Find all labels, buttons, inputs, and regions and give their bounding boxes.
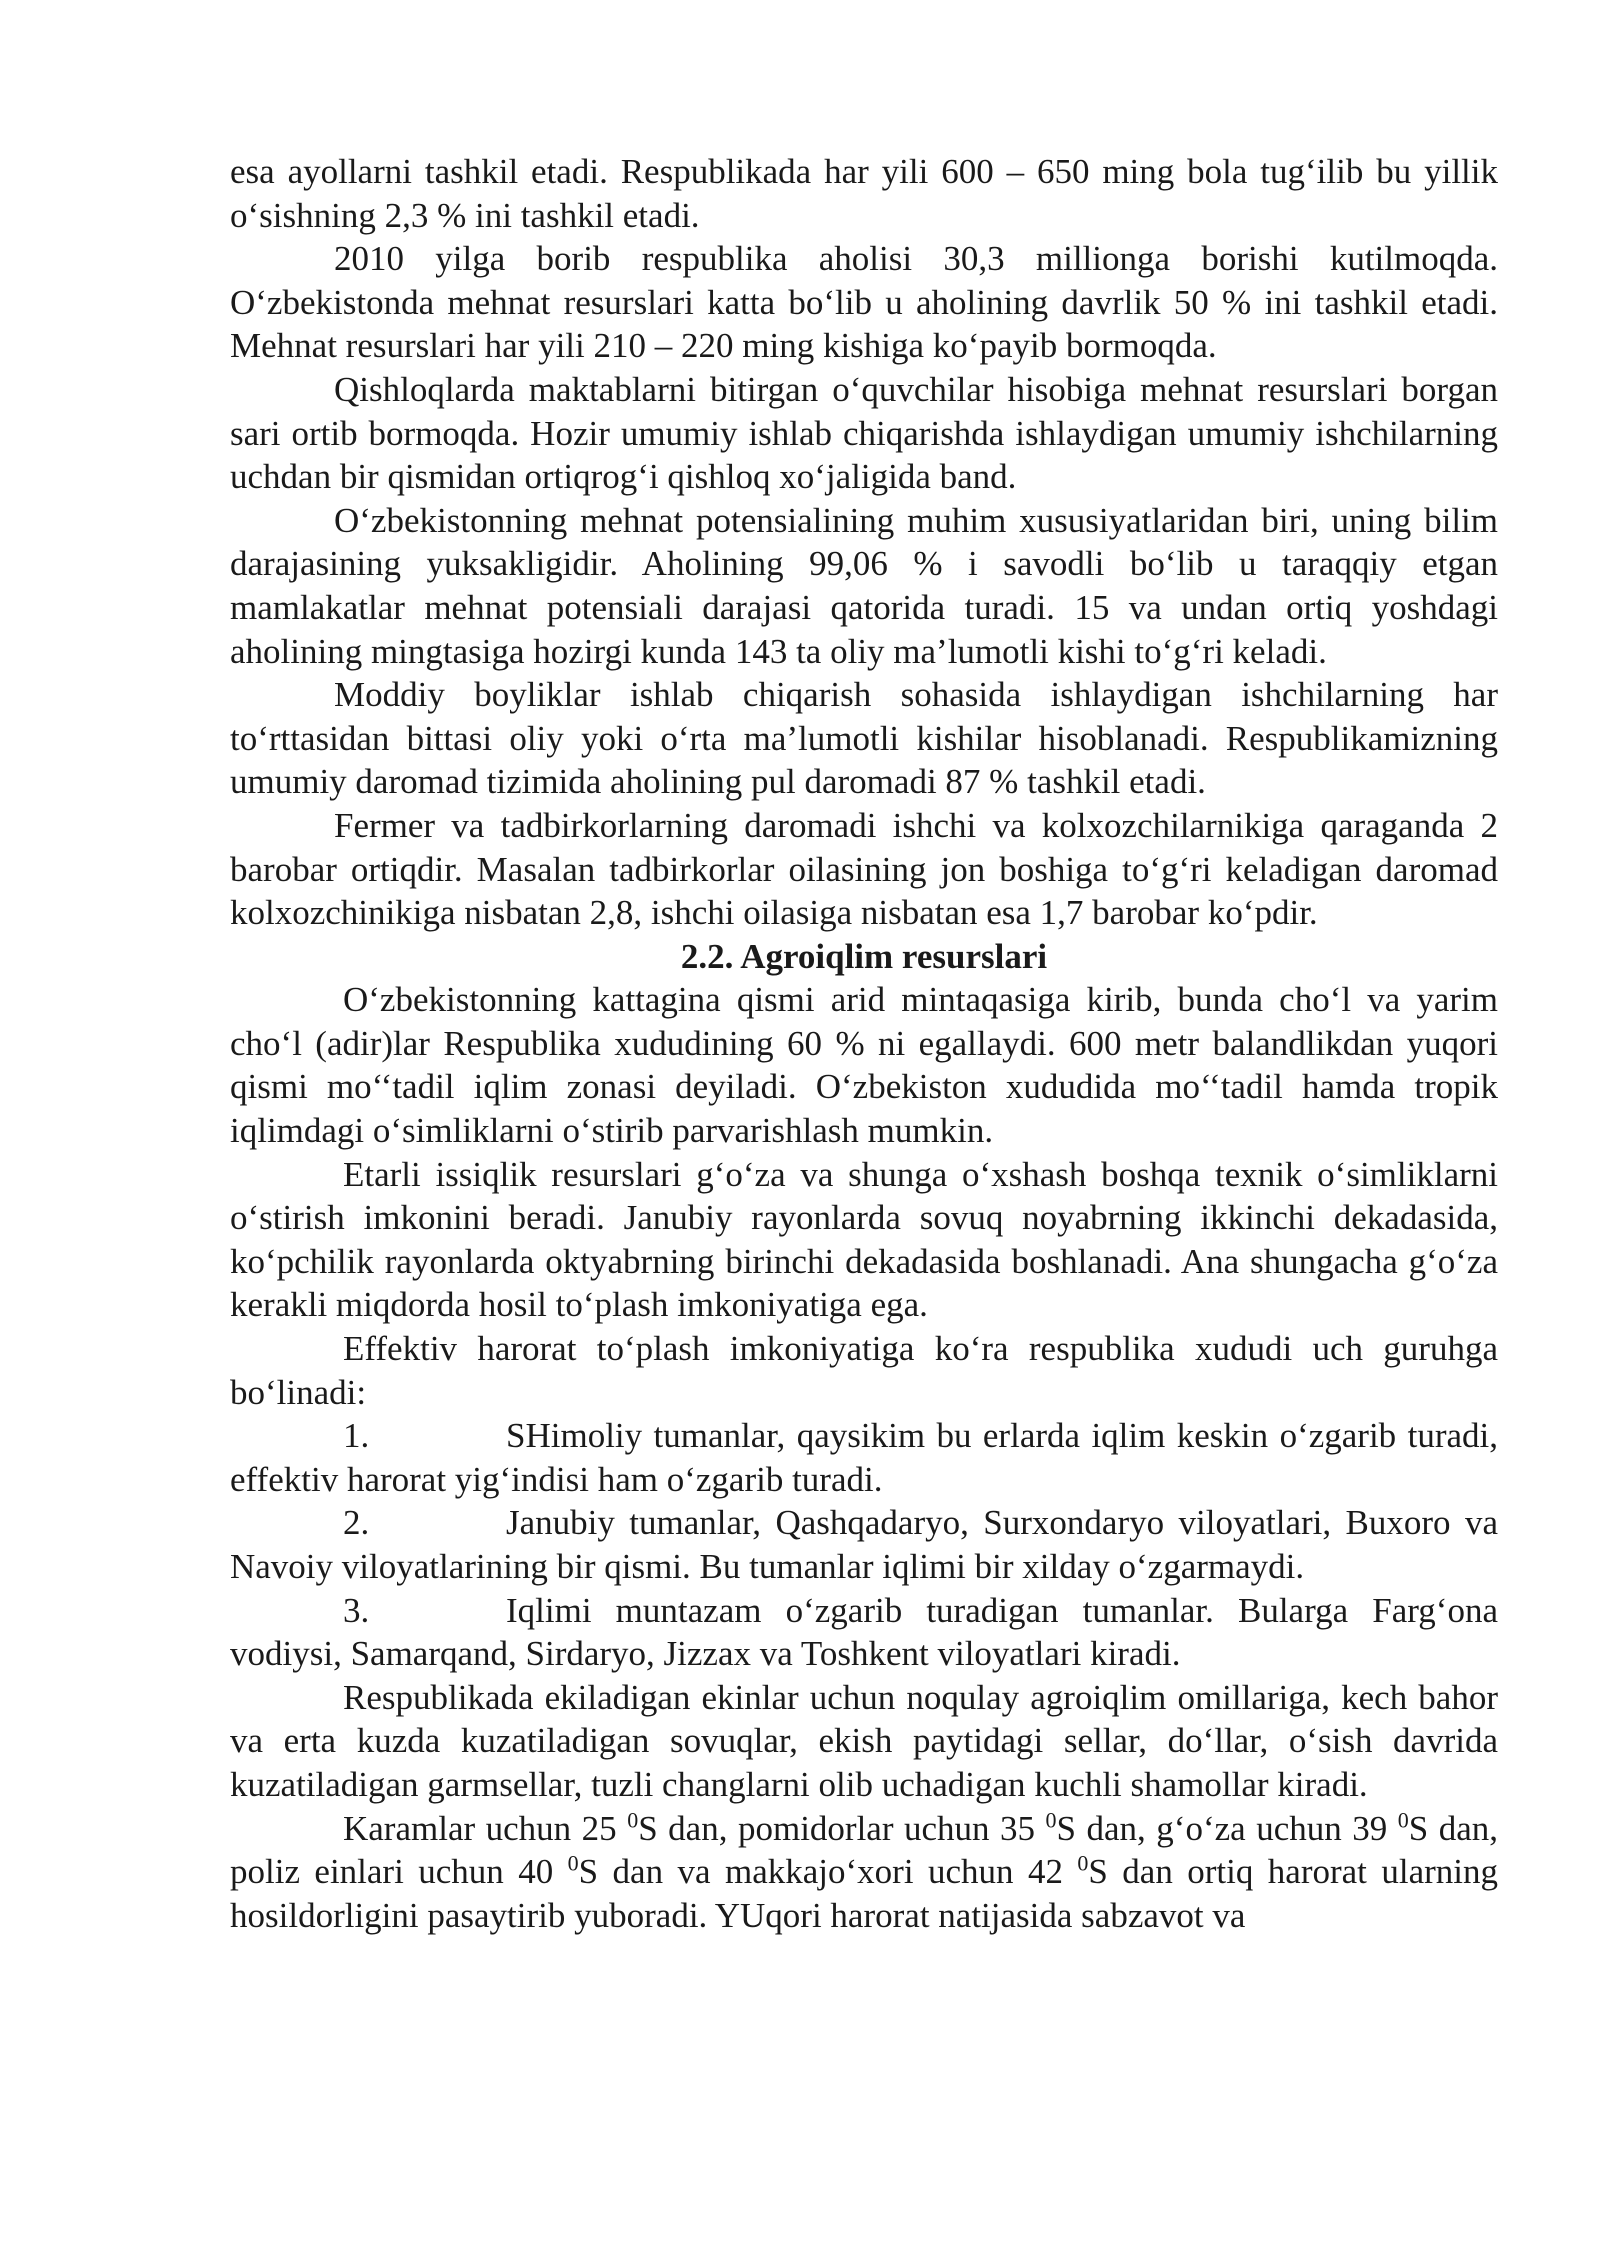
text-run: S dan, pomidorlar uchun 35 [638,1808,1046,1848]
list-number: 2. [343,1503,370,1543]
paragraph: Respublikada ekiladigan ekinlar uchun noqulay agroiqlim omillariga, kech bahor va erta kuzda kuzatiladigan sovuqlar, ekish paytidagi sellar, do‘llar, o‘sish davrida kuzatiladigan garmsellar, tuzli changlarni olib uchadigan kuchli shamollar kiradi. [230,1677,1498,1804]
text-run: S dan ortiq harorat ularning hosildorligini pasaytirib yuboradi. YUqori harorat natijasida sabzavot va [230,1852,1498,1935]
list-text: Iqlimi muntazam o‘zgarib turadigan tumanlar. Bularga Farg‘ona vodiysi, Samarqand, Sirdaryo, Jizzax va Toshkent viloyatlari kiradi. [230,1590,1498,1674]
section-heading: 2.2. Agroiqlim resurslari [680,936,1048,976]
list-item [230,1501,1498,1588]
degree-mark: 0 [1045,1806,1057,1832]
paragraph: Qishloqlarda maktablarni bitirgan o‘quvchilar hisobiga mehnat resurslari borgan sari ortib bormoqda. Hozir umumiy ishlab chiqarishda ishlaydigan umumiy ishchilarning uchdan bir qismidan ortiqrog‘i qishloq xo‘jaligida band. [230,369,1498,497]
text-run: Karamlar uchun 25 [343,1808,628,1848]
degree-mark: 0 [567,1850,579,1876]
paragraph: O‘zbekistonning kattagina qismi arid mintaqasiga kirib, bunda cho‘l va yarim cho‘l (adir)lar Respublika xududining 60 % ni egallaydi. 600 metr balandlikdan yuqori qismi mo‘‘tadil iqlim zonasi deyiladi. O‘zbekiston xududida mo‘‘tadil hamda tropik iqlimdagi o‘simliklarni o‘stirib parvarishlash mumkin. [230,980,1498,1151]
list-text: SHimoliy tumanlar, qaysikim bu erlarda iqlim keskin o‘zgarib turadi, effektiv harorat yig‘indisi ham o‘zgarib turadi. [230,1416,1498,1499]
paragraph: Etarli issiqlik resurslari g‘o‘za va shunga o‘xshash boshqa texnik o‘simliklarni o‘stirish imkonini beradi. Janubiy rayonlarda sovuq noyabrning ikkinchi dekadasida, ko‘pchilik rayonlarda oktyabrning birinchi dekadasida boshlanadi. Ana shungacha g‘o‘za kerakli miqdorda hosil to‘plash imkoniyatiga ega. [230,1154,1498,1325]
paragraph: 2010 yilga borib respublika aholisi 30,3 millionga borishi kutilmoqda. O‘zbekistonda mehnat resurslari katta bo‘lib u aholining davrlik 50 % ini tashkil etadi. Mehnat resurslari har yili 210 – 220 ming kishiga ko‘payib bormoqda. [230,239,1498,366]
paragraph: Fermer va tadbirkorlarning daromadi ishchi va kolxozchilarnikiga qaraganda 2 barobar ortiqdir. Masalan tadbirkorlar oilasining jon boshiga to‘g‘ri keladigan daromad kolxozchinikiga nisbatan 2,8, ishchi oilasiga nisbatan esa 1,7 barobar ko‘pdir. [230,805,1498,933]
paragraph: O‘zbekistonning mehnat potensialining muhim xususiyatlaridan biri, uning bilim darajasining yuksakligidir. Aholining 99,06 % i savodli bo‘lib u taraqqiy etgan mamlakatlar mehnat potensiali darajasi qatorida turadi. 15 va undan ortiq yoshdagi aholining mingtasiga hozirgi kunda 143 ta oliy ma’lumotli kishi to‘g‘ri keladi. [230,500,1498,671]
text-run: S dan, g‘o‘za uchun 39 [1056,1808,1398,1848]
list-number: 3. [343,1590,370,1630]
paragraph [230,1807,1498,1938]
list-item [230,1589,1498,1676]
degree-mark: 0 [1397,1806,1409,1832]
text-run: S dan, poliz einlari uchun 40 [230,1808,1499,1892]
text-run: S dan va makkajo‘xori uchun 42 [578,1852,1078,1892]
paragraph: Effektiv harorat to‘plash imkoniyatiga ko‘ra respublika xududi uch guruhga bo‘linadi: [230,1329,1498,1412]
list-text: Janubiy tumanlar, Qashqadaryo, Surxondaryo viloyatlari, Buxoro va Navoiy viloyatlarining bir qismi. Bu tumanlar iqlimi bir xilday o‘zgarmaydi. [230,1503,1498,1586]
list-item [230,1414,1498,1501]
list-number: 1. [343,1416,370,1456]
document-page [230,150,1498,1937]
paragraph: esa ayollarni tashkil etadi. Respublikada har yili 600 – 650 ming bola tug‘ilib bu yillik o‘sishning 2,3 % ini tashkil etadi. [230,152,1498,235]
degree-mark: 0 [1077,1850,1089,1876]
degree-mark: 0 [627,1806,639,1832]
paragraph: Moddiy boyliklar ishlab chiqarish sohasida ishlaydigan ishchilarning har to‘rttasidan bittasi oliy yoki o‘rta ma’lumotli kishilar hisoblanadi. Respublikamizning umumiy daromad tizimida aholining pul daromadi 87 % tashkil etadi. [230,675,1498,802]
